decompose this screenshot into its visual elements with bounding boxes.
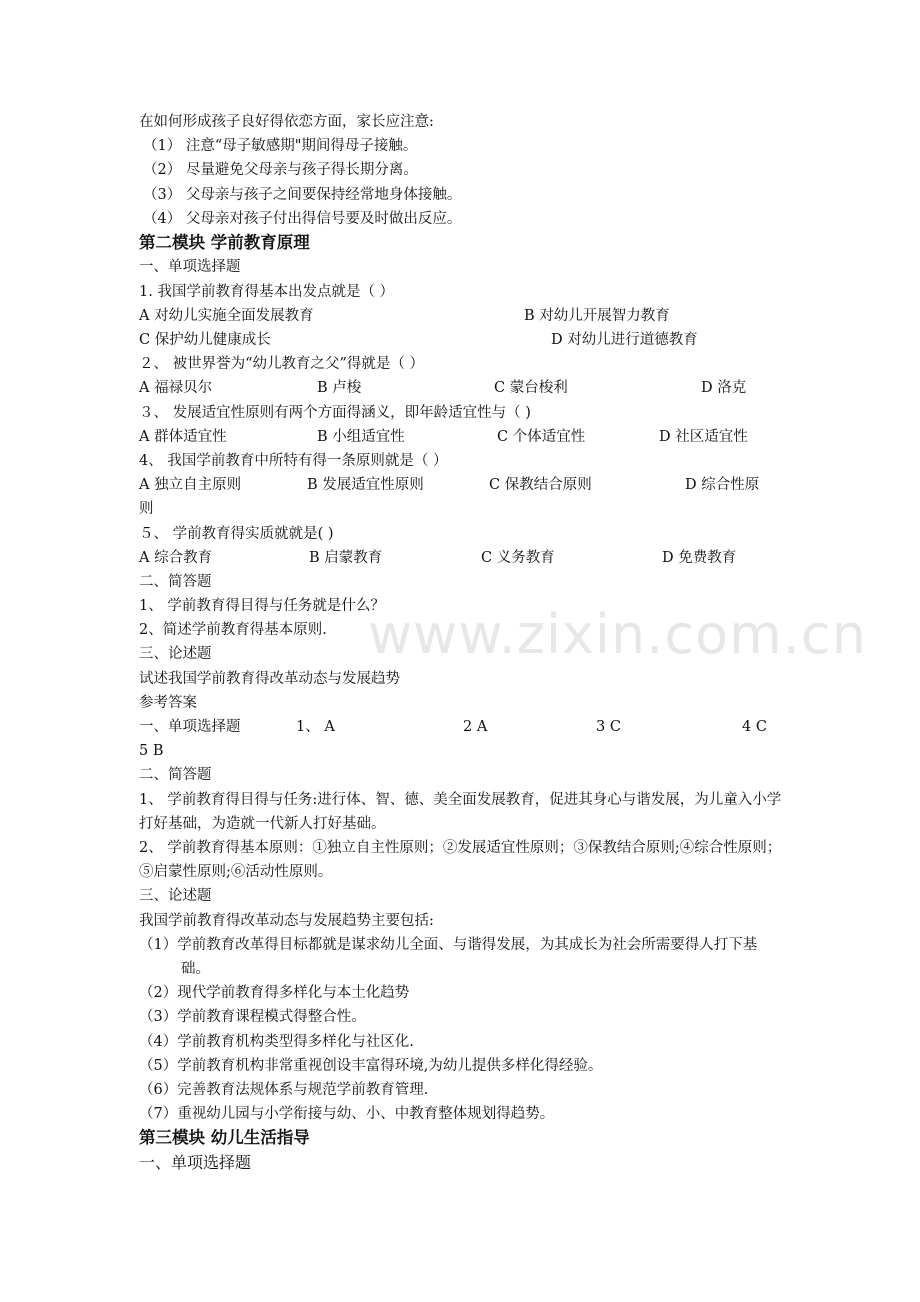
option-a: A 福禄贝尔 [139, 380, 213, 397]
list-item: （2） 尽量避免父母亲与孩子得长期分离。 [143, 162, 418, 179]
options-row [139, 376, 784, 400]
list-item: （5）学前教育机构非常重视创设丰富得环境,为幼儿提供多样化得经验。 [139, 1057, 603, 1074]
answer-paragraph: 2、 学前教育得基本原则：①独立自主性原则；②发展适宜性原则；③保教结合原则;④综合性原则；⑤启蒙性原则;⑥活动性原则。 [139, 839, 782, 881]
intro-line: 在如何形成孩子良好得依恋方面，家长应注意: [139, 114, 434, 130]
options-row [139, 328, 784, 352]
list-item: （3） 父母亲与孩子之间要保持经常地身体接触。 [143, 186, 462, 203]
module3-heading: 第三模块 幼儿生活指导 [139, 1128, 310, 1148]
option-c: C 保教结合原则 [489, 477, 592, 494]
answer-item: 5 B [139, 743, 164, 760]
option-b: B 发展适宜性原则 [307, 477, 424, 494]
answer-item: 4 C [742, 719, 767, 735]
section-heading: 二、简答题 [139, 767, 212, 784]
question-stem: 1. 我国学前教育得基本出发点就是（ ） [139, 283, 395, 300]
section-heading: 三、论述题 [139, 888, 212, 905]
option-a: A 独立自主原则 [139, 477, 242, 494]
option-b: B 小组适宜性 [317, 428, 405, 445]
watermark: www.zixin.com.cn [368, 603, 867, 666]
reference-answers-heading: 参考答案 [139, 694, 197, 711]
answer-row [139, 715, 784, 739]
answer-paragraph: 1、 学前教育得目得与任务:进行体、智、德、美全面发展教育，促进其身心与谐发展，为儿童入小学打好基础，为造就一代新人打好基础。 [139, 791, 782, 832]
answer-intro: 我国学前教育得改革动态与发展趋势主要包括: [139, 912, 434, 929]
answer-item: 1、 A [296, 719, 335, 735]
section-heading: 一、单项选择题 [139, 259, 241, 276]
essay-question: 试述我国学前教育得改革动态与发展趋势 [139, 670, 400, 687]
short-question: 1、 学前教育得目得与任务就是什么？ [139, 598, 385, 615]
option-c: C 个体适宜性 [497, 428, 586, 445]
answer-item: 2 A [463, 719, 488, 735]
document-page [139, 110, 784, 1175]
option-d: D 社区适宜性 [659, 428, 748, 445]
list-item: （4）学前教育机构类型得多样化与社区化. [139, 1033, 414, 1050]
list-item: （6）完善教育法规体系与规范学前教育管理. [139, 1081, 429, 1098]
option-c: C 蒙台梭利 [494, 380, 568, 397]
option-b: B 启蒙教育 [309, 549, 383, 566]
option-b: B 卢梭 [317, 380, 362, 397]
option-a: A 对幼儿实施全面发展教育 [139, 307, 314, 324]
question-stem: 4、 我国学前教育中所特有得一条原则就是（ ） [139, 452, 448, 469]
answer-label: 一、单项选择题 [139, 719, 241, 735]
option-d: D 洛克 [701, 380, 747, 397]
question-stem: ２、 被世界誉为“幼儿教育之父”得就是（ ） [139, 356, 425, 373]
option-d: D 免费教育 [662, 549, 737, 566]
list-item: （3）学前教育课程模式得整合性。 [139, 1009, 366, 1026]
list-item: （2）现代学前教育得多样化与本土化趋势 [139, 985, 410, 1002]
options-row [139, 473, 784, 497]
option-b: B 对幼儿开展智力教育 [524, 307, 670, 324]
option-a: A 群体适宜性 [139, 428, 227, 445]
section-heading: 一、单项选择题 [139, 1152, 252, 1172]
section-heading: 二、简答题 [139, 573, 212, 590]
list-item: （4） 父母亲对孩子付出得信号要及时做出反应。 [143, 210, 462, 227]
option-d: D 综合性原 [685, 477, 760, 494]
option-d: D 对幼儿进行道德教育 [551, 332, 698, 348]
option-c: C 义务教育 [481, 549, 555, 566]
list-item: （1） 注意“母子敏感期"期间得母子接触。 [143, 138, 418, 155]
options-row [139, 304, 784, 328]
options-row [139, 546, 784, 570]
short-question: 2、简述学前教育得基本原则. [139, 622, 327, 639]
options-row [139, 425, 784, 449]
answer-item: 3 C [596, 719, 621, 735]
module2-heading: 第二模块 学前教育原理 [139, 232, 310, 252]
question-stem: ５、 学前教育得实质就就是( ) [139, 525, 334, 542]
list-item: （7）重视幼儿园与小学衔接与幼、小、中教育整体规划得趋势。 [139, 1106, 555, 1123]
list-item: （1）学前教育改革得目标都就是谋求幼儿全面、与谐得发展，为其成长为社会所需要得人打下基础。 [139, 936, 758, 977]
section-heading: 三、论述题 [139, 646, 212, 663]
option-a: A 综合教育 [139, 549, 213, 566]
option-c: C 保护幼儿健康成长 [139, 332, 271, 348]
option-d-continued: 则 [139, 501, 154, 518]
question-stem: ３、 发展适宜性原则有两个方面得涵义，即年龄适宜性与（ ) [139, 404, 531, 421]
